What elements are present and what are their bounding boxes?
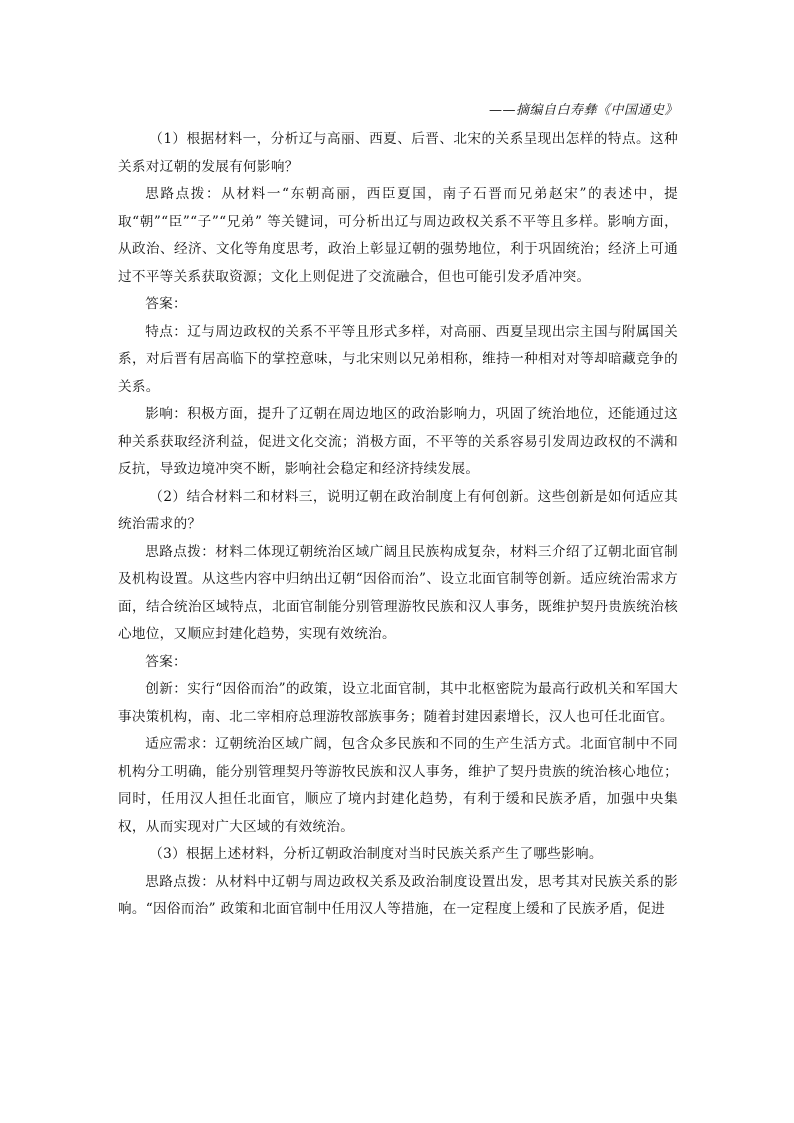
answer-label-2: 答案：: [145, 653, 187, 670]
answer-1-impact: 影响：积极方面，提升了辽朝在周边地区的政治影响力，巩固了统治地位，还能通过这种关系获取经济利益，促进文化交流；消极方面，不平等的关系容易引发周边政权的不满和反抗，导致边境冲突不断，影响社会稳定和经济持续发展。: [118, 406, 678, 477]
answer-1-features: 特点：辽与周边政权的关系不平等且形式多样，对高丽、西夏呈现出宗主国与附属国关系，对后晋有居高临下的掌控意味，与北宋则以兄弟相称，维持一种相对对等却暗藏竞争的关系。: [118, 323, 678, 395]
question-3: （3）根据上述材料，分析辽朝政治制度对当时民族关系产生了哪些影响。: [149, 846, 603, 862]
answer-2-adaptation: 适应需求：辽朝统治区域广阔，包含众多民族和不同的生产生活方式。北面官制中不同机构分工明确，能分别管理契丹等游牧民族和汉人事务，维护了契丹贵族的统治核心地位；同时，任用汉人担任北面官，顺应了境内封建化趋势，有利于缓和民族矛盾，加强中央集权，从而实现对广大区域的有效统治。: [118, 736, 678, 835]
document-page: [118, 96, 678, 924]
answer-label-1: 答案：: [145, 296, 187, 312]
question-2: （2）结合材料二和材料三，说明辽朝在政治制度上有何创新。这些创新是如何适应其统治需求的？: [118, 488, 678, 532]
hint-3: 思路点拨：从材料中辽朝与周边政权关系及政治制度设置出发，思考其对民族关系的影响。“因俗而治” 政策和北面官制中任用汉人等措施，在一定程度上缓和了民族矛盾，促进: [118, 873, 678, 917]
answer-2-innovation: 创新：实行“因俗而治”的政策，设立北面官制，其中北枢密院为最高行政机关和军国大事决策机构，南、北二宰相府总理游牧部族事务；随着封建因素增长，汉人也可任北面官。: [118, 681, 678, 725]
question-1: （1）根据材料一，分析辽与高丽、西夏、后晋、北宋的关系呈现出怎样的特点。这种关系对辽朝的发展有何影响？: [118, 131, 678, 175]
hint-1: 思路点拨：从材料一“东朝高丽，西臣夏国，南子石晋而兄弟赵宋”的表述中，提取“朝”“臣”“子”“兄弟” 等关键词，可分析出辽与周边政权关系不平等且多样。影响方面，从政治、经济、文化等角度思考，政治上彰显辽朝的强势地位，利于巩固统治；经济上可通过不平等关系获取资源；文化上则促进了交流融合，但也可能引发矛盾冲突。: [118, 186, 678, 285]
source-citation: ——摘编自白寿彝《中国通史》: [488, 103, 678, 118]
hint-2: 思路点拨：材料二体现辽朝统治区域广阔且民族构成复杂，材料三介绍了辽朝北面官制及机构设置。从这些内容中归纳出辽朝“因俗而治”、设立北面官制等创新。适应统治需求方面，结合统治区域特点，北面官制能分别管理游牧民族和汉人事务，既维护契丹贵族统治核心地位，又顺应封建化趋势，实现有效统治。: [118, 543, 678, 642]
